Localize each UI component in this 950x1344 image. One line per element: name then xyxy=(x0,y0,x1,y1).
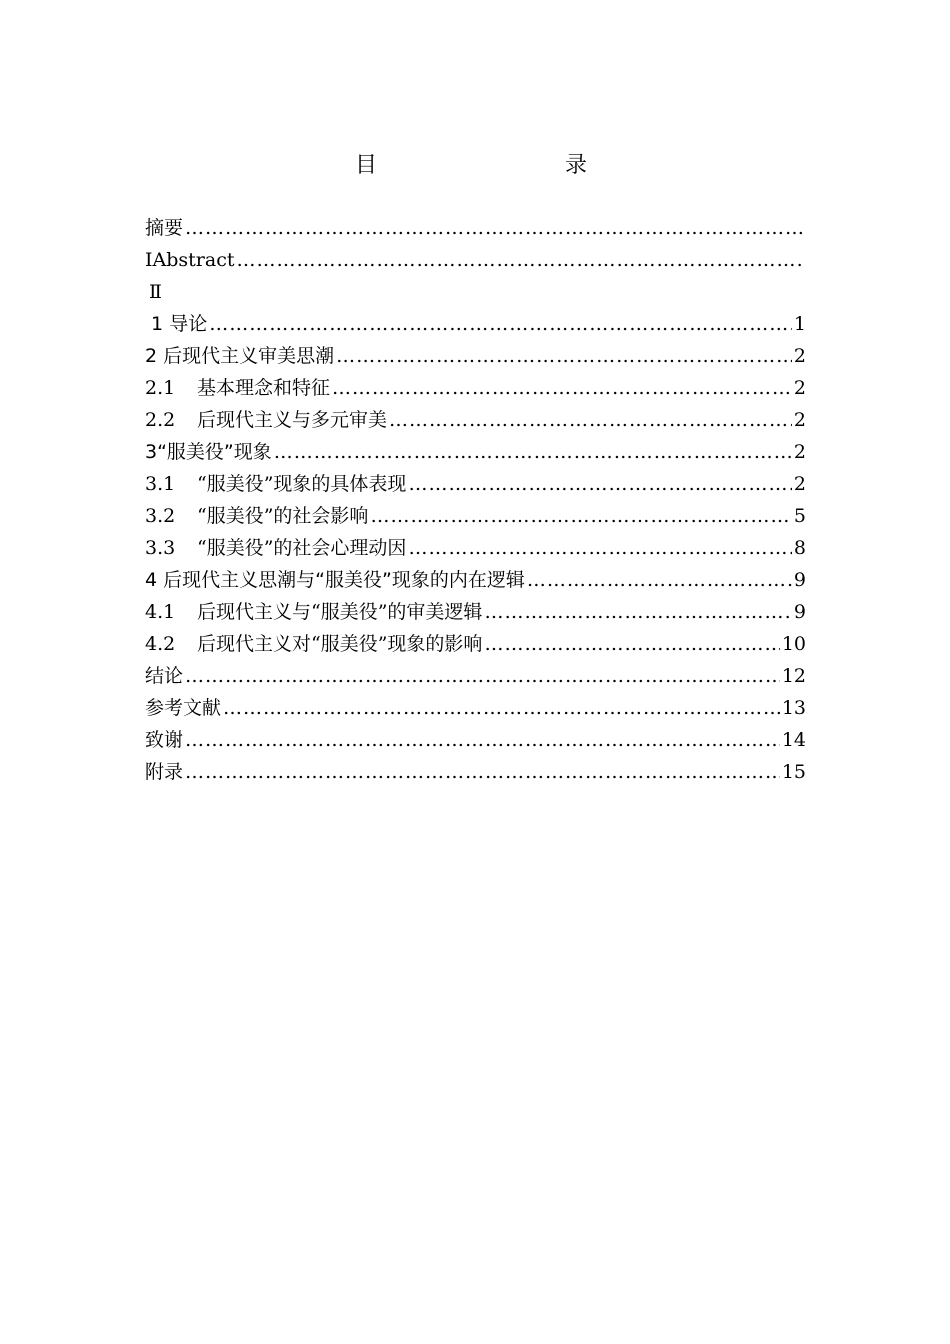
toc-page-number: 2 xyxy=(793,441,806,463)
dot-leader xyxy=(336,340,792,372)
toc-entry-label: 后现代主义对“服美役”现象的影响 xyxy=(197,633,483,655)
toc-entry-3[interactable] xyxy=(145,436,806,468)
toc-page-number: 5 xyxy=(793,505,806,527)
toc-page-number: 8 xyxy=(793,537,806,559)
toc-entry-label: Abstract xyxy=(152,249,235,271)
roman-page-marker: Ⅰ xyxy=(145,249,153,271)
toc-page-number: 15 xyxy=(781,761,806,783)
toc-page-number: 13 xyxy=(781,697,806,719)
toc-entry-3-3[interactable] xyxy=(145,532,806,564)
dot-leader xyxy=(236,244,804,276)
toc-entry-label: “服美役”的社会心理动因 xyxy=(197,537,407,559)
dot-leader xyxy=(223,692,780,724)
toc-entry-label: 导论 xyxy=(169,313,208,335)
toc-entry-label: 后现代主义审美思潮 xyxy=(163,345,335,367)
toc-entry-label: 后现代主义思潮与“服美役”现象的内在逻辑 xyxy=(163,569,525,591)
toc-entry-acknowledgements[interactable] xyxy=(145,724,806,756)
roman-page-marker-line xyxy=(145,276,806,308)
dot-leader xyxy=(389,404,792,436)
toc-page-number: 2 xyxy=(793,377,806,399)
toc-entry-number: 4 xyxy=(145,569,158,591)
toc-entry-4[interactable] xyxy=(145,564,806,596)
toc-entry-appendix[interactable] xyxy=(145,756,806,788)
toc-entry-2-1[interactable] xyxy=(145,372,806,404)
dot-leader xyxy=(185,212,804,244)
roman-page-marker: Ⅱ xyxy=(149,281,162,303)
toc-entry-3-2[interactable] xyxy=(145,500,806,532)
toc-entry-label: 摘要 xyxy=(145,217,184,239)
dot-leader xyxy=(274,436,792,468)
toc-entry-2[interactable] xyxy=(145,340,806,372)
dot-leader xyxy=(209,308,792,340)
dot-leader xyxy=(527,564,792,596)
toc-page-number: 1 xyxy=(793,313,806,335)
toc-entry-2-2[interactable] xyxy=(145,404,806,436)
dot-leader xyxy=(332,372,792,404)
dot-leader xyxy=(408,532,791,564)
toc-entry-number: 3.3 xyxy=(145,537,176,559)
toc-entry-label: “服美役”现象 xyxy=(157,441,272,463)
dot-leader xyxy=(370,500,791,532)
toc-entry-label: 基本理念和特征 xyxy=(197,377,331,399)
toc-entry-label: 参考文献 xyxy=(145,697,222,719)
toc-page-number: 14 xyxy=(781,729,806,751)
toc-page-number: 10 xyxy=(781,633,806,655)
toc-entry-references[interactable] xyxy=(145,692,806,724)
toc-page-number: 2 xyxy=(793,473,806,495)
toc-page-number: 2 xyxy=(793,409,806,431)
toc-entry-label: 后现代主义与多元审美 xyxy=(197,409,388,431)
toc-entry-number: 2 xyxy=(145,345,158,367)
toc-entry-number: 4.2 xyxy=(145,633,176,655)
dot-leader xyxy=(484,596,791,628)
toc-entry-number: 3 xyxy=(145,441,158,463)
toc-entry-3-1[interactable] xyxy=(145,468,806,500)
dot-leader xyxy=(408,468,791,500)
dot-leader xyxy=(185,724,780,756)
toc-entry-label: 结论 xyxy=(145,665,184,687)
toc-page-number: 2 xyxy=(793,345,806,367)
toc-entry-abstract-en[interactable] xyxy=(145,244,806,276)
dot-leader xyxy=(185,660,780,692)
toc-entry-number: 2.1 xyxy=(145,377,176,399)
toc-entry-number: 3.2 xyxy=(145,505,176,527)
toc-entry-number: 1 xyxy=(151,313,164,335)
toc-entry-label: 后现代主义与“服美役”的审美逻辑 xyxy=(197,601,483,623)
toc-page-number: 9 xyxy=(793,569,806,591)
toc-page-number: 12 xyxy=(781,665,806,687)
toc-entry-label: 附录 xyxy=(145,761,184,783)
toc-entry-4-2[interactable] xyxy=(145,628,806,660)
toc-entry-label: “服美役”现象的具体表现 xyxy=(197,473,407,495)
toc-entry-number: 3.1 xyxy=(145,473,176,495)
toc-entry-abstract-cn[interactable] xyxy=(145,212,806,244)
toc-entry-number: 2.2 xyxy=(145,409,176,431)
dot-leader xyxy=(484,628,779,660)
toc-entry-4-1[interactable] xyxy=(145,596,806,628)
toc-title: 目 录 xyxy=(354,153,635,178)
toc-entry-conclusion[interactable] xyxy=(145,660,806,692)
toc-entry-label: “服美役”的社会影响 xyxy=(197,505,369,527)
toc-entry-label: 致谢 xyxy=(145,729,184,751)
table-of-contents xyxy=(145,212,806,788)
dot-leader xyxy=(185,756,780,788)
toc-entry-number: 4.1 xyxy=(145,601,176,623)
toc-page-number: 9 xyxy=(793,601,806,623)
toc-entry-1[interactable] xyxy=(145,308,806,340)
